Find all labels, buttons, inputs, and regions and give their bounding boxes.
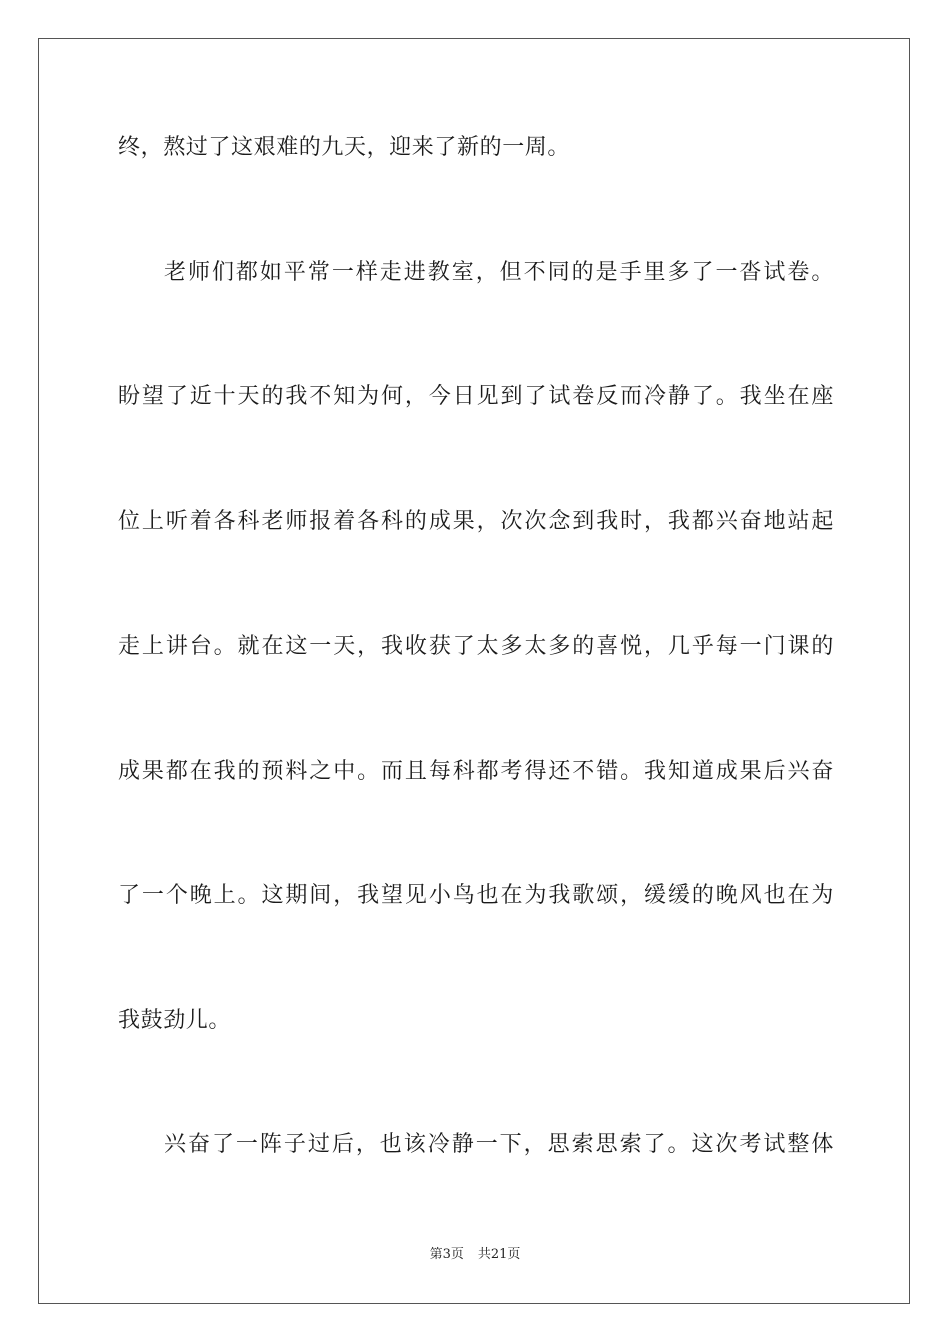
text-line-5: 走上讲台。就在这一天，我收获了太多太多的喜悦，几乎每一门课的 (118, 634, 834, 659)
text-line-2-paragraph-start: 老师们都如平常一样走进教室，但不同的是手里多了一沓试卷。 (164, 260, 834, 285)
text-line-6: 成果都在我的预料之中。而且每科都考得还不错。我知道成果后兴奋 (118, 759, 834, 784)
text-line-4: 位上听着各科老师报着各科的成果，次次念到我时，我都兴奋地站起 (118, 509, 834, 534)
text-line-8: 我鼓劲儿。 (118, 1008, 232, 1033)
text-line-3: 盼望了近十天的我不知为何，今日见到了试卷反而冷静了。我坐在座 (118, 384, 834, 409)
page-footer (0, 1246, 950, 1264)
page-border (38, 38, 910, 1304)
page-number: 第3页 (429, 1247, 464, 1262)
text-line-1: 终，熬过了这艰难的九天，迎来了新的一周。 (118, 135, 571, 160)
text-line-7: 了一个晚上。这期间，我望见小鸟也在为我歌颂，缓缓的晚风也在为 (118, 883, 834, 908)
text-line-9-paragraph-start: 兴奋了一阵子过后，也该冷静一下，思索思索了。这次考试整体 (164, 1132, 834, 1157)
page-total: 共21页 (477, 1247, 521, 1262)
